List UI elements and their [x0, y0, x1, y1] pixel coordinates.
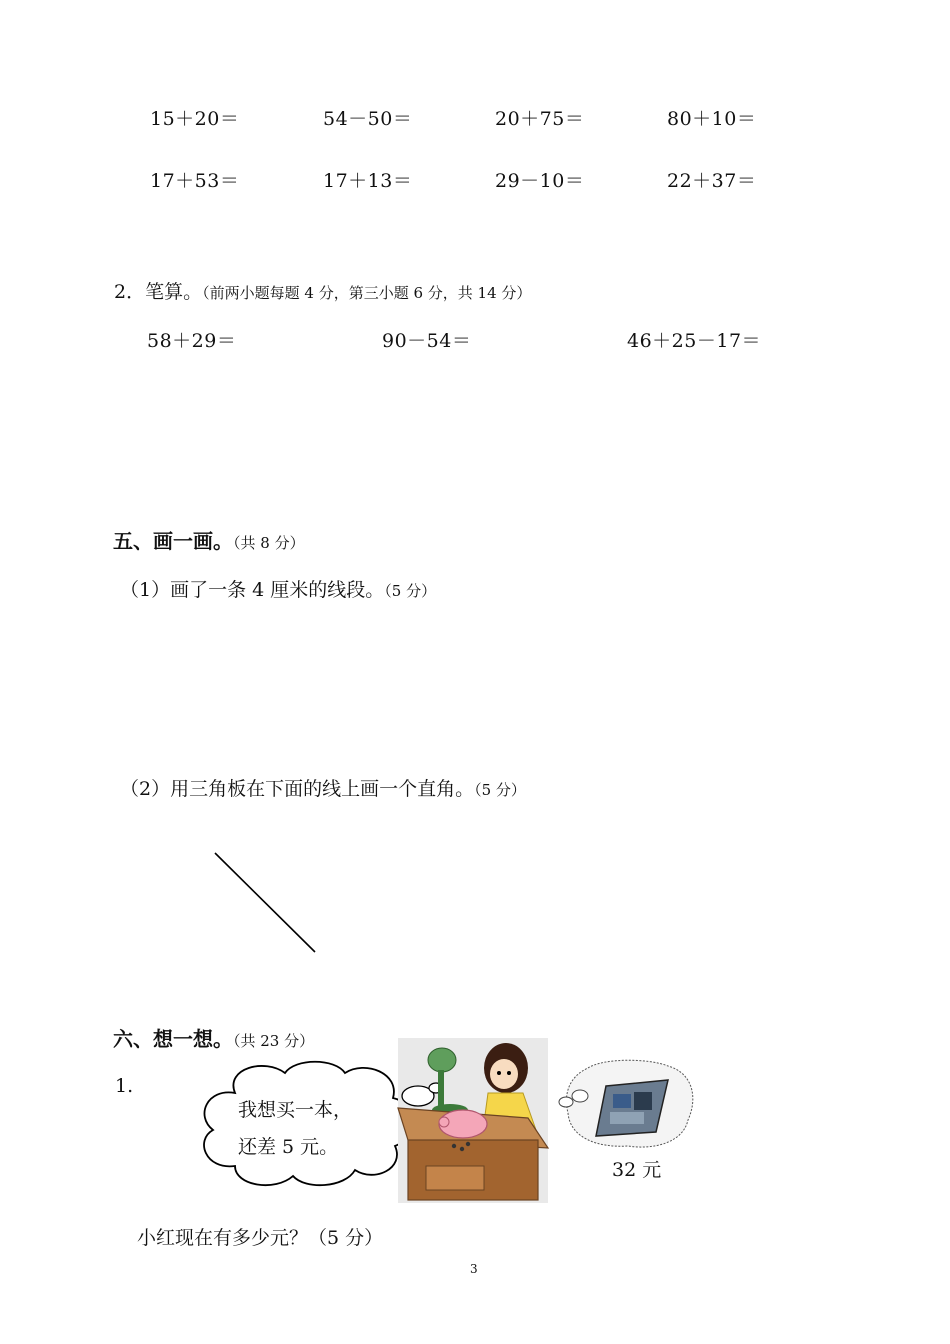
question-points: （5 分）	[384, 582, 437, 600]
written-problem: 90－54＝	[382, 330, 472, 352]
question-text: （1）画了一条 4 厘米的线段。	[120, 579, 385, 601]
diagonal-line	[215, 853, 315, 952]
equation: 15＋20＝	[150, 108, 240, 130]
section-points: （共 23 分）	[233, 1032, 315, 1050]
girl-at-desk-illustration	[398, 1038, 548, 1203]
question-text: （2）用三角板在下面的线上画一个直角。	[120, 778, 475, 800]
equation: 29－10＝	[495, 170, 585, 192]
page-number: 3	[470, 1262, 478, 1276]
points-note: （前两小题每题 4 分，第三小题 6 分，共 14 分）	[202, 284, 532, 302]
section-points: （共 8 分）	[233, 534, 305, 552]
question-title: 笔算。	[145, 281, 203, 303]
section-title: 六、想一想。	[113, 1027, 233, 1051]
thought-cloud	[195, 1058, 420, 1193]
equation: 22＋37＝	[667, 170, 757, 192]
equation: 17＋53＝	[150, 170, 240, 192]
equation: 17＋13＝	[323, 170, 413, 192]
section6-heading	[113, 1023, 314, 1052]
written-problem: 58＋29＝	[147, 330, 237, 352]
question-number: 1.	[115, 1075, 134, 1097]
section6-question: 小红现在有多少元？（5 分）	[137, 1227, 384, 1249]
book-icon	[596, 1080, 668, 1136]
equation: 80＋10＝	[667, 108, 757, 130]
book-price: 32 元	[612, 1159, 662, 1181]
bubble-text-line2: 还差 5 元。	[238, 1136, 339, 1158]
bubble-text-line1: 我想买一本，	[238, 1099, 353, 1121]
equation: 20＋75＝	[495, 108, 585, 130]
section-title: 五、画一画。	[113, 529, 233, 553]
book-thought-illustration	[558, 1058, 698, 1150]
question-points: （5 分）	[474, 781, 526, 799]
written-problem: 46＋25－17＝	[627, 330, 762, 352]
question-number: 2．	[114, 281, 146, 303]
equation: 54－50＝	[323, 108, 413, 130]
